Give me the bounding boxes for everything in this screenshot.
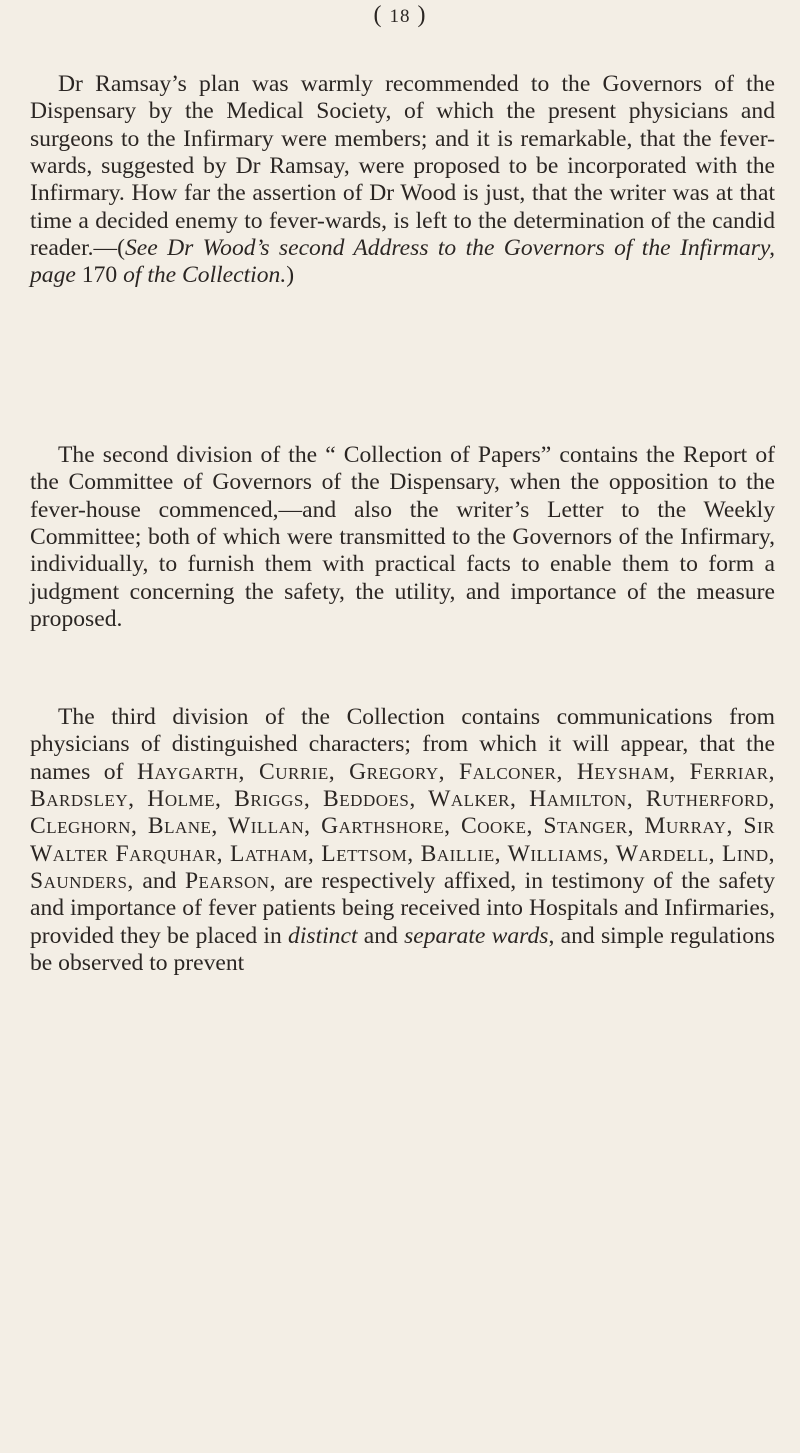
page-number-value: 18: [389, 6, 411, 27]
reference-open: (: [117, 235, 125, 262]
reference-page: 170: [75, 262, 124, 289]
reference-wood-address: See Dr Wood’s second Address to the Governors of the Infirmary, page: [30, 235, 775, 289]
paragraph-3-intro: The third division of the Collection contains communications from physicians of distinguished characters; from which it will appear, that the names of: [30, 704, 775, 785]
paragraph-second-division: The second division of the “ Collection of Papers” contains the Report of the Committee of Governors of the Dispensary, when the opposition to the fever-house commenced,—and also the writer’s Letter to the Weekly Committee; both of which were transmitted to the Governors of the Infirmary, individually, to furnish them with practical facts to enable them to form a judgment concerning the safety, the utility, and importance of the measure proposed.: [30, 442, 775, 633]
paragraph-third-division: [30, 704, 775, 977]
physician-name-last: Pearson: [184, 868, 270, 895]
paragraph-3-middle: , are respectively affixed, in testimony of the safety and importance of fever patients being received into Hospitals and Infirmaries, provided they be placed in: [30, 868, 775, 949]
paragraph-3-and-2: and: [357, 922, 405, 949]
paragraph-3-and: and: [133, 868, 185, 895]
page-number-open: (: [373, 2, 383, 28]
paragraph-3-end: , and simple regulations be observed to prevent: [30, 922, 775, 977]
reference-collection: of the Collection.: [123, 262, 287, 289]
page-number: [0, 2, 800, 29]
paragraph-1-text: Dr Ramsay’s plan was warmly recommended to the Governors of the Dispensary by the Medical Society, of which the present physicians and surgeons to the Infirmary were members; and it is remarkable, that the fever-wards, suggested by Dr Ramsay, were proposed to be incorporated with the Infirmary. How far the assertion of Dr Wood is just, that the writer was at that time a decided enemy to fever-wards, is left to the determination of the candid reader.—: [30, 71, 775, 262]
reference-close: ): [286, 262, 295, 289]
physician-names: Haygarth, Currie, Gregory, Falconer, Heysham, Ferriar, Bardsley, Holme, Briggs, Beddoes, Walker, Hamilton, Rutherford, Cleghorn, Blane, Willan, Garthshore, Cooke, Stanger, Murray, Sir Walter Farquhar, Latham, Lettsom, Baillie, Williams, Wardell, Lind, Saunders,: [30, 758, 775, 895]
paragraph-ramsay-plan: [30, 71, 775, 290]
emphasis-separate-wards: separate wards: [404, 922, 549, 949]
emphasis-distinct: distinct: [288, 922, 358, 949]
page-number-close: ): [417, 2, 427, 28]
